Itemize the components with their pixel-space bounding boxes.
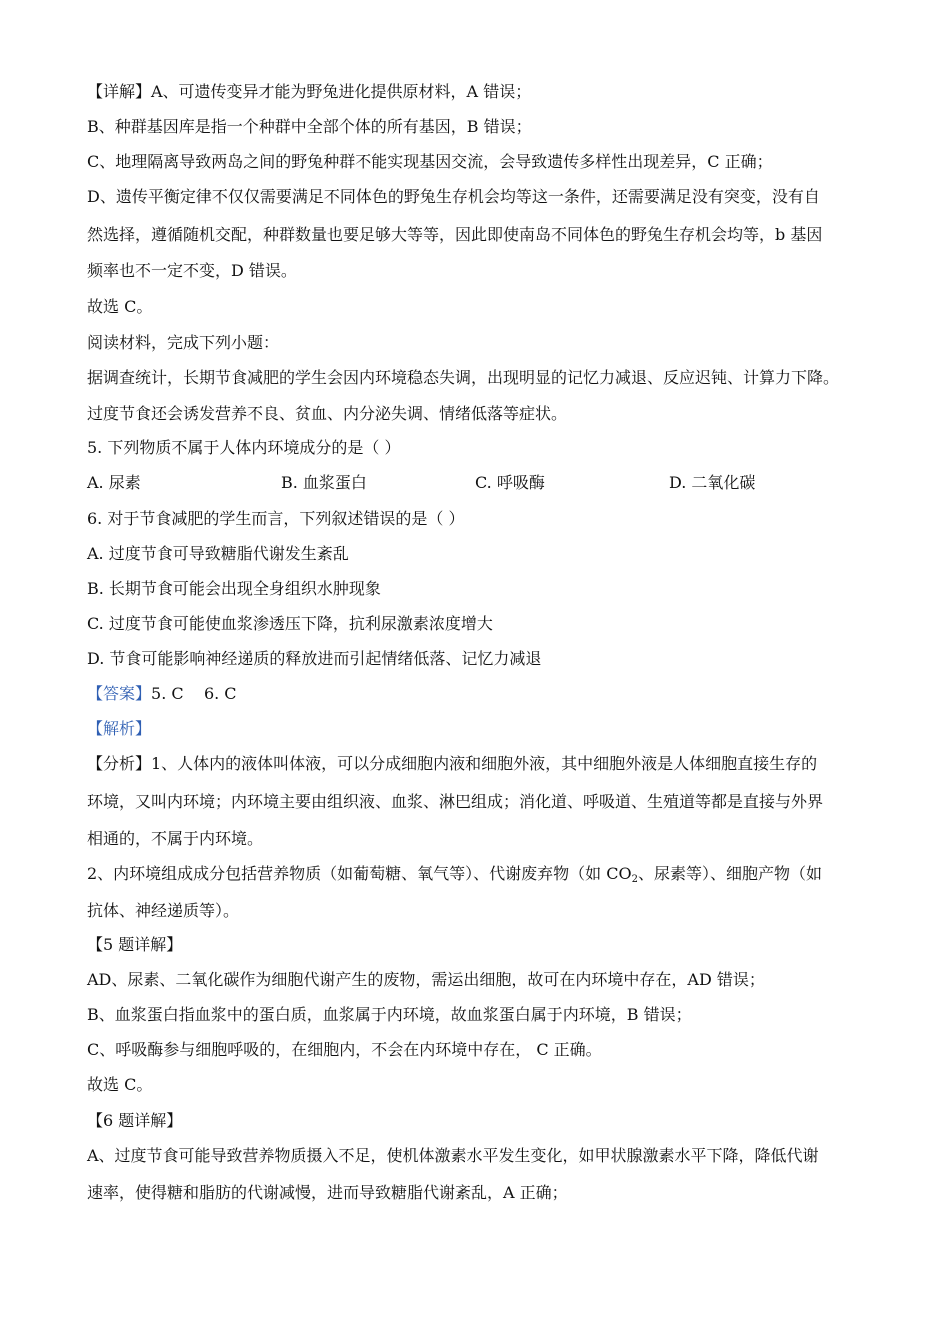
q6-detail-heading: 【6 题详解】 <box>87 1111 183 1130</box>
q5-option-d: D. 二氧化碳 <box>669 473 756 492</box>
q5-detail-c: C、呼吸酶参与细胞呼吸的，在细胞内，不会在内环境中存在， C 正确。 <box>87 1040 602 1059</box>
q6-detail-a2: 速率，使得糖和脂肪的代谢减慢，进而导致糖脂代谢紊乱，A 正确； <box>87 1183 568 1202</box>
analysis-line-2: 环境，又叫内环境；内环境主要由组织液、血浆、淋巴组成；消化道、呼吸道、生殖道等都是直接与外界 <box>87 792 824 811</box>
question-6: 6. 对于节食减肥的学生而言，下列叙述错误的是（ ） <box>87 509 465 528</box>
analysis-label: 【解析】 <box>87 719 152 738</box>
answer-value: 5. C 6. C <box>151 684 237 703</box>
analysis-line-4-part-a: 2、内环境组成成分包括营养物质（如葡萄糖、氧气等）、代谢废弃物（如 CO <box>87 864 632 883</box>
q5-detail-heading: 【5 题详解】 <box>87 935 183 954</box>
material-paragraph-2: 过度节食还会诱发营养不良、贫血、内分泌失调、情绪低落等症状。 <box>87 404 568 423</box>
q6-option-d: D. 节食可能影响神经递质的释放进而引起情绪低落、记忆力减退 <box>87 649 542 668</box>
analysis-line-4 <box>87 864 822 884</box>
q5-option-c: C. 呼吸酶 <box>475 473 545 492</box>
conclusion-line: 故选 C。 <box>87 297 153 316</box>
question-5: 5. 下列物质不属于人体内环境成分的是（ ） <box>87 438 401 457</box>
reading-instruction: 阅读材料，完成下列小题： <box>87 333 280 352</box>
analysis-line-1: 【分析】1、人体内的液体叫体液，可以分成细胞内液和细胞外液，其中细胞外液是人体细胞直接生存的 <box>87 754 818 773</box>
answer-label: 【答案】 <box>87 684 152 703</box>
q6-option-c: C. 过度节食可能使血浆渗透压下降，抗利尿激素浓度增大 <box>87 614 493 633</box>
detail-line-d2: 然选择，遵循随机交配，种群数量也要足够大等等，因此即使南岛不同体色的野兔生存机会均等，b 基因 <box>87 225 823 244</box>
co2-subscript: 2 <box>631 874 639 885</box>
q5-detail-ad: AD、尿素、二氧化碳作为细胞代谢产生的废物，需运出细胞，故可在内环境中存在，AD 错误； <box>87 970 765 989</box>
analysis-line-3: 相通的，不属于内环境。 <box>87 829 264 848</box>
analysis-line-5: 抗体、神经递质等）。 <box>87 901 240 920</box>
answer-line <box>87 684 237 704</box>
q5-detail-b: B、血浆蛋白指血浆中的蛋白质，血浆属于内环境，故血浆蛋白属于内环境，B 错误； <box>87 1005 692 1024</box>
material-paragraph-1: 据调查统计，长期节食减肥的学生会因内环境稳态失调，出现明显的记忆力减退、反应迟钝、计算力下降。 <box>87 368 840 387</box>
detail-line-a: 【详解】A、可遗传变异才能为野兔进化提供原材料，A 错误； <box>87 82 532 101</box>
q5-option-b: B. 血浆蛋白 <box>281 473 367 492</box>
q6-option-a: A. 过度节食可导致糖脂代谢发生紊乱 <box>87 544 349 563</box>
q5-option-a: A. 尿素 <box>87 473 141 492</box>
q6-detail-a1: A、过度节食可能导致营养物质摄入不足，使机体激素水平发生变化，如甲状腺激素水平下降，降低代谢 <box>87 1146 819 1165</box>
detail-line-d1: D、遗传平衡定律不仅仅需要满足不同体色的野兔生存机会均等这一条件，还需要满足没有突变，没有自 <box>87 187 820 206</box>
analysis-line-4-part-b: 、尿素等）、细胞产物（如 <box>638 864 823 883</box>
q5-conclusion: 故选 C。 <box>87 1075 153 1094</box>
q6-option-b: B. 长期节食可能会出现全身组织水肿现象 <box>87 579 381 598</box>
detail-line-c: C、地理隔离导致两岛之间的野兔种群不能实现基因交流，会导致遗传多样性出现差异，C 正确； <box>87 152 773 171</box>
detail-line-b: B、种群基因库是指一个种群中全部个体的所有基因，B 错误； <box>87 117 532 136</box>
detail-line-d3: 频率也不一定不变，D 错误。 <box>87 261 297 280</box>
